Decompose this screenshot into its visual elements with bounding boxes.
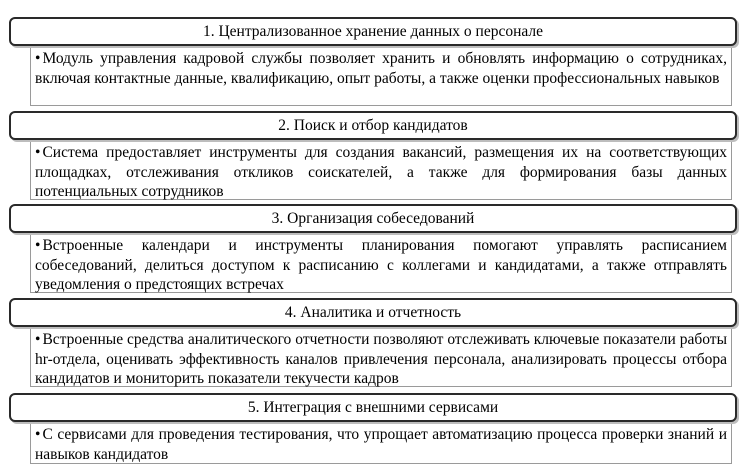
section-4-title: 4. Аналитика и отчетность <box>284 303 462 321</box>
section-2-header <box>9 111 737 140</box>
section-5-bullet: • <box>35 426 41 443</box>
section-3-header <box>9 204 737 233</box>
section-5-text: С сервисами для проведения тестирования, что упрощает автоматизацию процесса проверки знаний и навыков кандидатов <box>35 426 727 463</box>
section-2-text: Система предоставляет инструменты для создания вакансий, размещения их на соответствующих площадках, отслеживания откликов соискателей, а также для формирования базы данных потенциальных сотрудников <box>35 144 727 200</box>
section-3-text: Встроенные календари и инструменты планирования помогают управлять расписанием собеседований, делиться доступом к расписанию с коллегами и кандидатами, а также отправлять уведомления о предстоящих встречах <box>35 237 727 293</box>
section-4-description <box>30 329 732 387</box>
section-1-bullet: • <box>35 50 41 67</box>
section-5-title: 5. Интеграция с внешними сервисами <box>247 398 499 416</box>
section-3-bullet: • <box>35 237 41 254</box>
section-3-description <box>30 235 732 293</box>
section-4-text: Встроенные средства аналитического отчетности позволяют отслеживать ключевые показатели работы hr-отдела, оценивать эффективность каналов привлечения персонала, анализировать процессы отбора кандидатов и мониторить показатели текучести кадров <box>35 331 727 387</box>
section-2-bullet: • <box>35 144 41 161</box>
section-1-title: 1. Централизованное хранение данных о персонале <box>202 22 544 40</box>
section-1-header <box>9 17 737 46</box>
section-3-title: 3. Организация собеседований <box>271 209 475 227</box>
section-1-text: Модуль управления кадровой службы позволяет хранить и обновлять информацию о сотрудниках, включая контактные данные, квалификацию, опыт работы, а также оценки профессиональных навыков <box>35 50 727 87</box>
section-2-title: 2. Поиск и отбор кандидатов <box>278 116 468 134</box>
section-5-description <box>30 424 732 464</box>
section-2-description <box>30 142 732 200</box>
section-5-header <box>9 393 737 422</box>
section-1-description <box>30 48 732 106</box>
section-4-bullet: • <box>35 331 41 348</box>
section-4-header <box>9 298 737 327</box>
